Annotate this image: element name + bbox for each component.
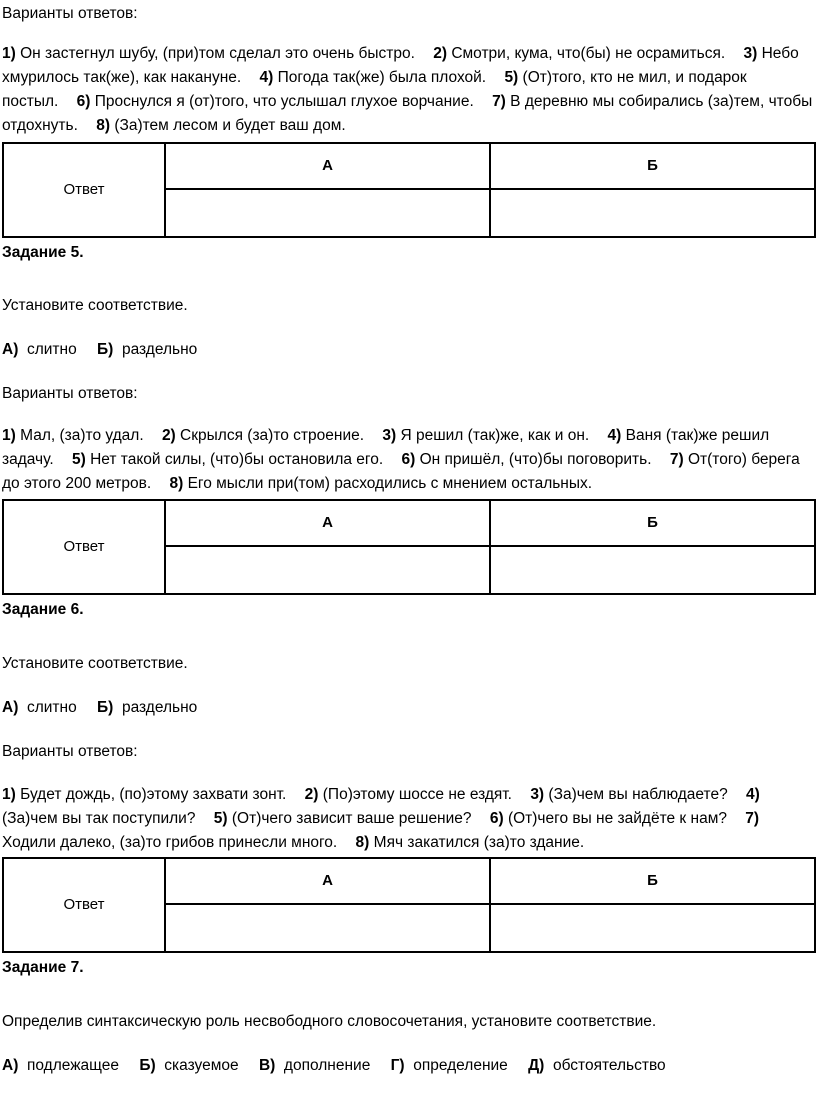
- option-item: Б) сказуемое: [139, 1057, 239, 1074]
- column-header-a: А: [165, 500, 490, 546]
- option-item: А) подлежащее: [2, 1057, 120, 1074]
- answer-table-4: [2, 142, 816, 238]
- list-item: 4) (За)чем вы так поступили?: [2, 786, 760, 827]
- list-item: 5) Нет такой силы, (что)бы остановила его.: [71, 451, 384, 468]
- options-6: [2, 696, 213, 720]
- list-item: 1) Мал, (за)то удал.: [2, 427, 144, 444]
- answer-table-5: [2, 499, 816, 595]
- list-item: 2) Смотри, кума, что(бы) не осрамиться.: [433, 45, 726, 62]
- option-item: Б) раздельно: [97, 699, 198, 716]
- option-item: Г) определение: [390, 1057, 508, 1074]
- answer-cell-a[interactable]: [165, 189, 490, 237]
- answer-label: Ответ: [3, 858, 165, 952]
- list-item: 2) (По)этому шоссе не ездят.: [304, 786, 512, 803]
- answer-table-6: [2, 857, 816, 953]
- instruction-7: Определив синтаксическую роль несвободного словосочетания, установите соответствие.: [2, 1013, 657, 1030]
- list-item: 3) Небо хмурилось так(же), как накануне.: [2, 45, 799, 86]
- column-header-b: Б: [490, 143, 815, 189]
- list-item: 2) Скрылся (за)то строение.: [161, 427, 365, 444]
- column-header-a: А: [165, 143, 490, 189]
- variants-label-6: Варианты ответов:: [2, 743, 138, 760]
- option-item: Б) раздельно: [97, 341, 198, 358]
- variants-list-4: [2, 42, 814, 138]
- list-item: 8) (За)тем лесом и будет ваш дом.: [96, 117, 346, 134]
- answer-cell-a[interactable]: [165, 546, 490, 594]
- list-item: 4) Погода так(же) была плохой.: [259, 69, 487, 86]
- list-item: 5) (От)того, кто не мил, и подарок постыл.: [2, 69, 747, 110]
- answer-label: Ответ: [3, 143, 165, 237]
- list-item: 7) От(того) берега до этого 200 метров.: [2, 451, 800, 492]
- variants-list-5: [2, 424, 814, 496]
- option-item: А) слитно: [2, 699, 77, 716]
- list-item: 3) (За)чем вы наблюдаете?: [530, 786, 728, 803]
- options-7: [2, 1054, 682, 1078]
- option-item: А) слитно: [2, 341, 77, 358]
- option-item: В) дополнение: [258, 1057, 371, 1074]
- list-item: 1) Он застегнул шубу, (при)том сделал это очень быстро.: [2, 45, 415, 62]
- list-item: 5) (От)чего зависит ваше решение?: [213, 810, 472, 827]
- list-item: 7) Ходили далеко, (за)то грибов принесли много.: [2, 810, 760, 851]
- list-item: 8) Его мысли при(том) расходились с мнением остальных.: [169, 475, 593, 492]
- instruction-6: Установите соответствие.: [2, 655, 188, 672]
- list-item: 4) Ваня (так)же решил задачу.: [2, 427, 770, 468]
- task-title-5: Задание 5.: [2, 244, 84, 261]
- column-header-b: Б: [490, 500, 815, 546]
- column-header-b: Б: [490, 858, 815, 904]
- variants-list-6: [2, 783, 814, 855]
- answer-cell-b[interactable]: [490, 904, 815, 952]
- list-item: 8) Мяч закатился (за)то здание.: [355, 834, 585, 851]
- variants-label-4: Варианты ответов:: [2, 5, 138, 22]
- list-item: 7) В деревню мы собирались (за)тем, чтобы отдохнуть.: [2, 93, 813, 134]
- answer-cell-b[interactable]: [490, 546, 815, 594]
- options-5: [2, 338, 213, 362]
- list-item: 6) Он пришёл, (что)бы поговорить.: [401, 451, 652, 468]
- task-title-7: Задание 7.: [2, 959, 84, 976]
- list-item: 6) Проснулся я (от)того, что услышал глухое ворчание.: [76, 93, 474, 110]
- task-title-6: Задание 6.: [2, 601, 84, 618]
- option-item: Д) обстоятельство: [528, 1057, 666, 1074]
- variants-label-5: Варианты ответов:: [2, 385, 138, 402]
- list-item: 3) Я решил (так)же, как и он.: [382, 427, 590, 444]
- list-item: 6) (От)чего вы не зайдёте к нам?: [489, 810, 727, 827]
- list-item: 1) Будет дождь, (по)этому захвати зонт.: [2, 786, 287, 803]
- answer-cell-a[interactable]: [165, 904, 490, 952]
- answer-label: Ответ: [3, 500, 165, 594]
- instruction-5: Установите соответствие.: [2, 297, 188, 314]
- column-header-a: А: [165, 858, 490, 904]
- answer-cell-b[interactable]: [490, 189, 815, 237]
